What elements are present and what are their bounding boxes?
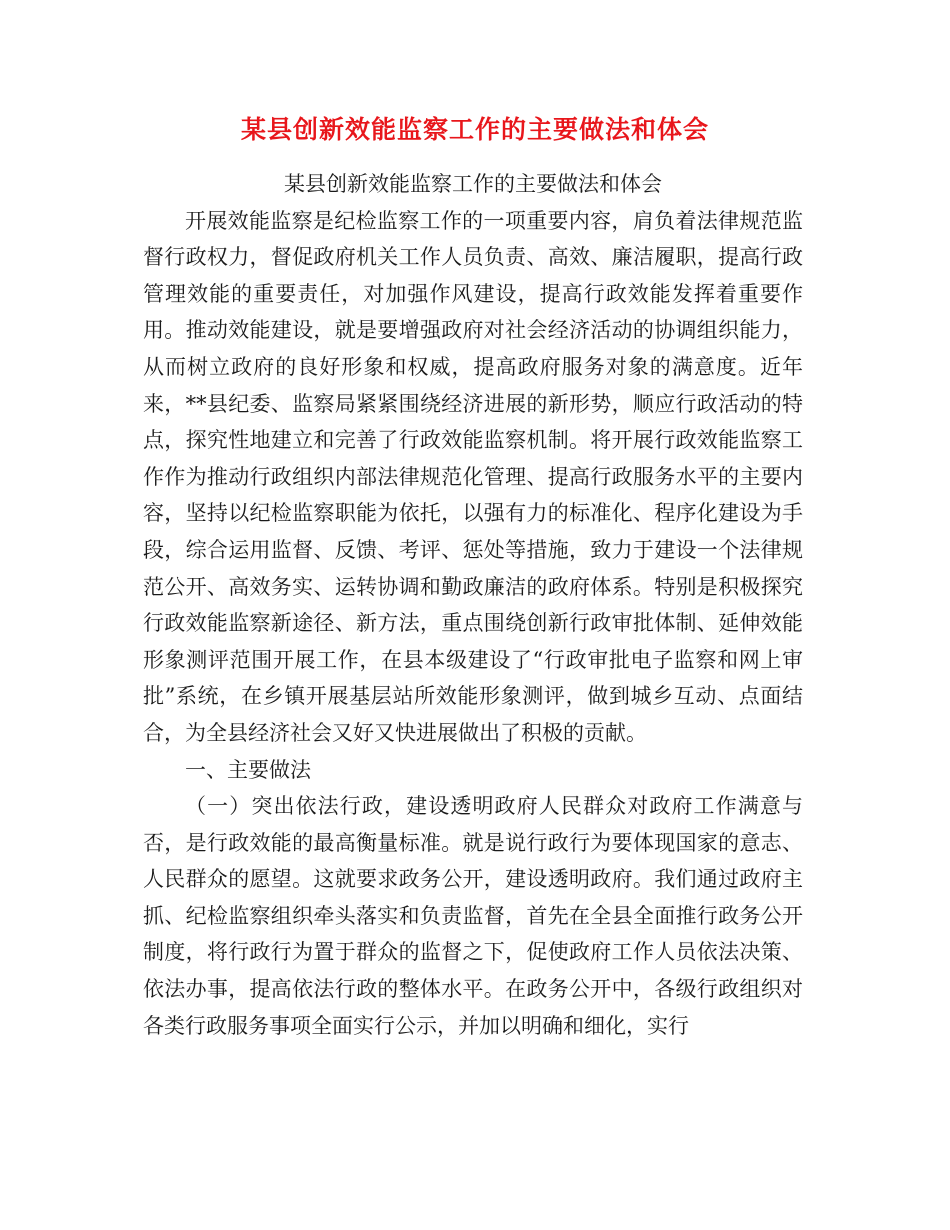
paragraph-intro: 开展效能监察是纪检监察工作的一项重要内容，肩负着法律规范监督行政权力，督促政府机关工作人员负责、高效、廉洁履职，提高行政管理效能的重要责任，对加强作风建设，提高行政效能发挥着重要作用。推动效能建设，就是要增强政府对社会经济活动的协调组织能力，从而树立政府的良好形象和权威，提高政府服务对象的满意度。近年来，**县纪委、监察局紧紧围绕经济进展的新形势，顺应行政活动的特点，探究性地建立和完善了行政效能监察机制。将开展行政效能监察工作作为推动行政组织内部法律规范化管理、提高行政服务水平的主要内容，坚持以纪检监察职能为依托，以强有力的标准化、程序化建设为手段，综合运用监督、反馈、考评、惩处等措施，致力于建设一个法律规范公开、高效务实、运转协调和勤政廉洁的政府体系。特别是积极探究行政效能监察新途径、新方法，重点围绕创新行政审批体制、延伸效能形象测评范围开展工作，在县本级建设了“行政审批电子监察和网上审批”系统，在乡镇开展基层站所效能形象测评，做到城乡互动、点面结合，为全县经济社会又好又快进展做出了积极的贡献。 — [143, 208, 803, 745]
section-heading: 一、主要做法 — [185, 757, 311, 782]
document-title: 某县创新效能监察工作的主要做法和体会 — [240, 115, 709, 144]
document-body — [143, 166, 803, 1044]
paragraph-section-1: （一）突出依法行政，建设透明政府人民群众对政府工作满意与否，是行政效能的最高衡量标准。就是说行政行为要体现国家的意志、人民群众的愿望。这就要求政务公开，建设透明政府。我们通过政府主抓、纪检监察组织牵头落实和负责监督，首先在全县全面推行政务公开制度，将行政行为置于群众的监督之下，促使政府工作人员依法决策、依法办事，提高依法行政的整体水平。在政务公开中，各级行政组织对各类行政服务事项全面实行公示，并加以明确和细化，实行 — [143, 794, 803, 1038]
document-subtitle: 某县创新效能监察工作的主要做法和体会 — [284, 172, 662, 196]
